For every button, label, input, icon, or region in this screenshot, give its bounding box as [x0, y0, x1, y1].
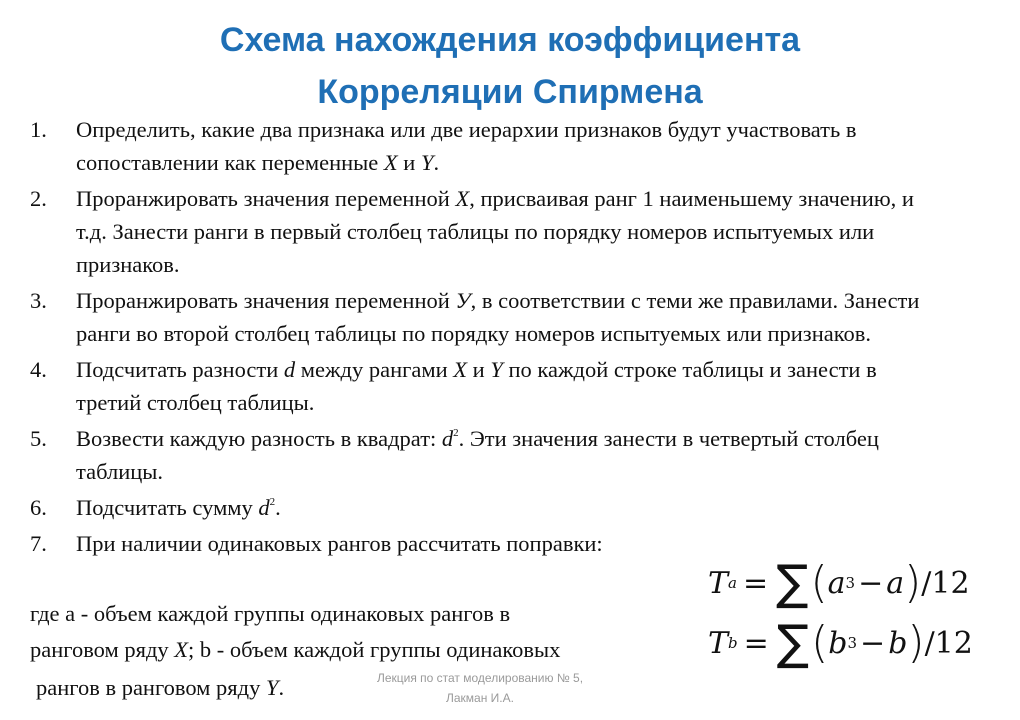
tail-text: . [278, 675, 285, 700]
step-text: Подсчитать сумму [76, 495, 259, 520]
formula-exponent: 3 [845, 574, 856, 592]
formula-subscript: a [728, 574, 737, 592]
step-text: . [433, 150, 440, 175]
var-y: Y [265, 675, 279, 700]
step-number: 7. [30, 531, 47, 556]
page-title-line1: Схема нахождения коэффициента [219, 21, 801, 59]
step-text: Проранжировать значения переменной [76, 288, 456, 313]
step-text: между рангами [295, 357, 454, 382]
step-number: 4. [30, 357, 47, 382]
var-d: d [441, 426, 454, 451]
formula-equals: = [742, 565, 769, 601]
step-5 [30, 422, 942, 488]
formula-minus: − [858, 565, 884, 601]
step-number: 1. [30, 117, 47, 142]
step-4 [30, 353, 942, 419]
step-text: Проранжировать значения переменной [76, 186, 456, 211]
step-number: 3. [30, 288, 47, 313]
formula-var: b [888, 625, 908, 661]
step-1 [30, 113, 942, 179]
tail-line-1: где а - объем каждой группы одинаковых рангов в [30, 601, 511, 626]
formula-var: a [886, 565, 905, 601]
step-number: 2. [30, 186, 47, 211]
tail-text: ранговом ряду [30, 637, 175, 662]
step-text: Определить, какие два признака или две иерархии признаков будут участвовать в сопоставлении как переменные [76, 117, 857, 175]
formula-divisor: /12 [921, 565, 970, 601]
step-number: 5. [30, 426, 47, 451]
tail-text: рангов в ранговом ряду [36, 675, 266, 700]
step-text: При наличии одинаковых рангов рассчитать поправки: [76, 531, 603, 556]
formula-minus: − [860, 625, 886, 661]
formula-exponent: 3 [847, 634, 858, 652]
formula-open-paren: ( [810, 557, 828, 608]
formula-symbol: T [708, 565, 729, 601]
var-d: d [258, 495, 270, 520]
step-text: по каждой строке таблицы и занести в третий столбец таблицы. [76, 357, 877, 415]
exponent: 2 [269, 496, 276, 508]
exponent: 2 [453, 427, 459, 439]
formula-close-paren: ) [907, 617, 925, 668]
sum-icon: ∑ [776, 615, 810, 671]
tail-line-2 [30, 633, 560, 666]
formula-base: a [827, 565, 846, 601]
steps-list [30, 113, 942, 563]
tail-line-3 [36, 671, 284, 704]
page-title [0, 14, 1020, 118]
step-number: 6. [30, 495, 47, 520]
var-y: Y [420, 150, 434, 175]
footer-line-1: Лекция по стат моделированию № 5, [376, 671, 584, 685]
var-d: d [283, 357, 296, 382]
formula-equals: = [743, 625, 769, 661]
formula-ta [708, 553, 970, 613]
formula-divisor: /12 [924, 625, 973, 661]
var-y: У [455, 288, 471, 313]
page-title-line2: Корреляции Спирмена [317, 73, 703, 111]
sum-icon: ∑ [776, 555, 809, 611]
step-6 [30, 491, 942, 524]
formula-symbol: T [708, 625, 729, 661]
step-text: . [275, 495, 281, 520]
formula-open-paren: ( [811, 617, 829, 668]
var-x: X [455, 186, 470, 211]
footer [350, 668, 610, 708]
var-x: X [453, 357, 468, 382]
step-text: и [467, 357, 491, 382]
footer-line-2: Лакман И.А. [446, 691, 514, 705]
step-2 [30, 182, 942, 281]
formula-close-paren: ) [904, 557, 922, 608]
formula-subscript: b [728, 634, 738, 652]
step-text: , в соответствии с теми же правилами. Занести ранги во второй столбец таблицы по порядку номеров испытуемых или признаков. [76, 288, 920, 346]
step-3 [30, 284, 942, 350]
var-x: X [174, 637, 189, 662]
formula-tb [708, 613, 973, 673]
step-text: , присваивая ранг 1 наименьшему значению, и т.д. Занести ранги в первый столбец таблицы по порядку номеров испытуемых или признаков. [76, 186, 914, 277]
formula-base: b [828, 625, 848, 661]
step-text: . Эти значения занести в четвертый столбец таблицы. [76, 426, 879, 484]
var-y: Y [490, 357, 503, 382]
step-text: и [397, 150, 421, 175]
var-x: X [383, 150, 398, 175]
step-text: Возвести каждую разность в квадрат: [76, 426, 442, 451]
step-text: Подсчитать разности [76, 357, 284, 382]
tail-text: ; b - объем каждой группы одинаковых [188, 637, 561, 662]
